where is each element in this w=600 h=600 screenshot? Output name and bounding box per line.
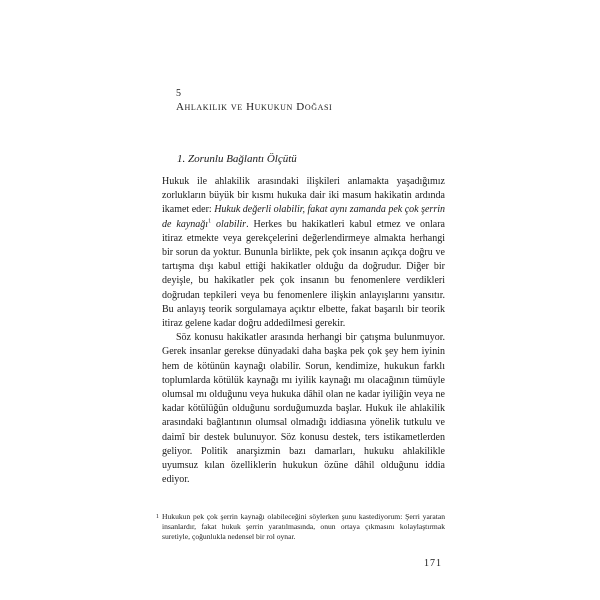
paragraph-2: Söz konusu hakikatler arasında herhangi bir çatışma bulunmuyor. Gerek insanlar gerekse dünyadaki daha başka pek çok şey hem iyinin hem de kötünün kaynağı olabilir. Sorun, kendimize, hukukun farklı toplumlarda kötülük kaynağı mı iyilik kaynağı mı olacağının tümüyle olumsal mı olduğunu veya hukuka dâhil olan ne kadar iyiliğin veya ne kadar kötülüğün olduğunu sorduğumuzda başlar. Hukuk ile ahlakilik arasındaki bağlantının olumsal olmadığı iddiasına yönelik tutkulu ve daimî bir destek bulunuyor. Söz konusu destek, ters istikametlerden geliyor. Politik anarşizmin bazı damarları, hukuku ahlakilikle uyumsuz kılan özelliklerin hukukun özüne dâhil olduğunu iddia ediyor. <box>162 332 445 486</box>
section-heading: 1. Zorunlu Bağlantı Ölçütü <box>177 153 297 165</box>
page-number: 171 <box>424 558 442 569</box>
paragraph-1-part-2: . Herkes bu hakikatleri kabul etmez ve onlara itiraz etmekte veya gerekçelerini değerlendirmeye almakta herhangi bir sorun da yoktur. Bununla birlikte, pek çok insanın açıkça doğru ve tartışma dışı kabul ettiği hakikatler olduğu da doğrudur. Diğer bir deyişle, bu hakikatler pek çok insanın bu fenomenlere verdikleri doğrudan tepkileri veya bu fenomenlere ilişkin anlayışlarını yansıtır. Bu anlayış teorik sorgulamaya açıktır elbette, fakat başarılı bir teorik itiraz gelene kadar doğru addedilmesi gerekir. <box>162 218 445 330</box>
paragraph-1 <box>162 175 445 331</box>
paragraph-1-italic-2: olabilir <box>211 218 247 230</box>
paragraph-1-part-1: Hukuk ile ahlakilik arasındaki ilişkileri anlamakta yaşadığımız zorlukların büyük bir kısmı hukuka dair iki masum hakikatin ardında ikamet eder: <box>162 176 445 216</box>
chapter-title: Ahlakilik ve Hukukun Doğası <box>176 101 333 113</box>
body-text <box>162 175 445 487</box>
chapter-number: 5 <box>176 88 181 99</box>
footnote-reference: 1 <box>208 218 212 225</box>
paragraph-1-italic: Hukuk değerli olabilir, fakat aynı zamanda pek çok şerrin de kaynağı <box>162 204 445 230</box>
footnote <box>156 512 445 542</box>
footnote-text: Hukukun pek çok şerrin kaynağı olabileceğini söylerken şunu kastediyorum: Şerri yaratan insanlardır, fakat hukuk şerrin yaratılmasında, onun ortaya çıkmasını kolaylaştırmak suretiyle, çoğunlukla nedensel bir rol oynar. <box>162 512 445 541</box>
footnote-marker: 1 <box>156 514 159 520</box>
